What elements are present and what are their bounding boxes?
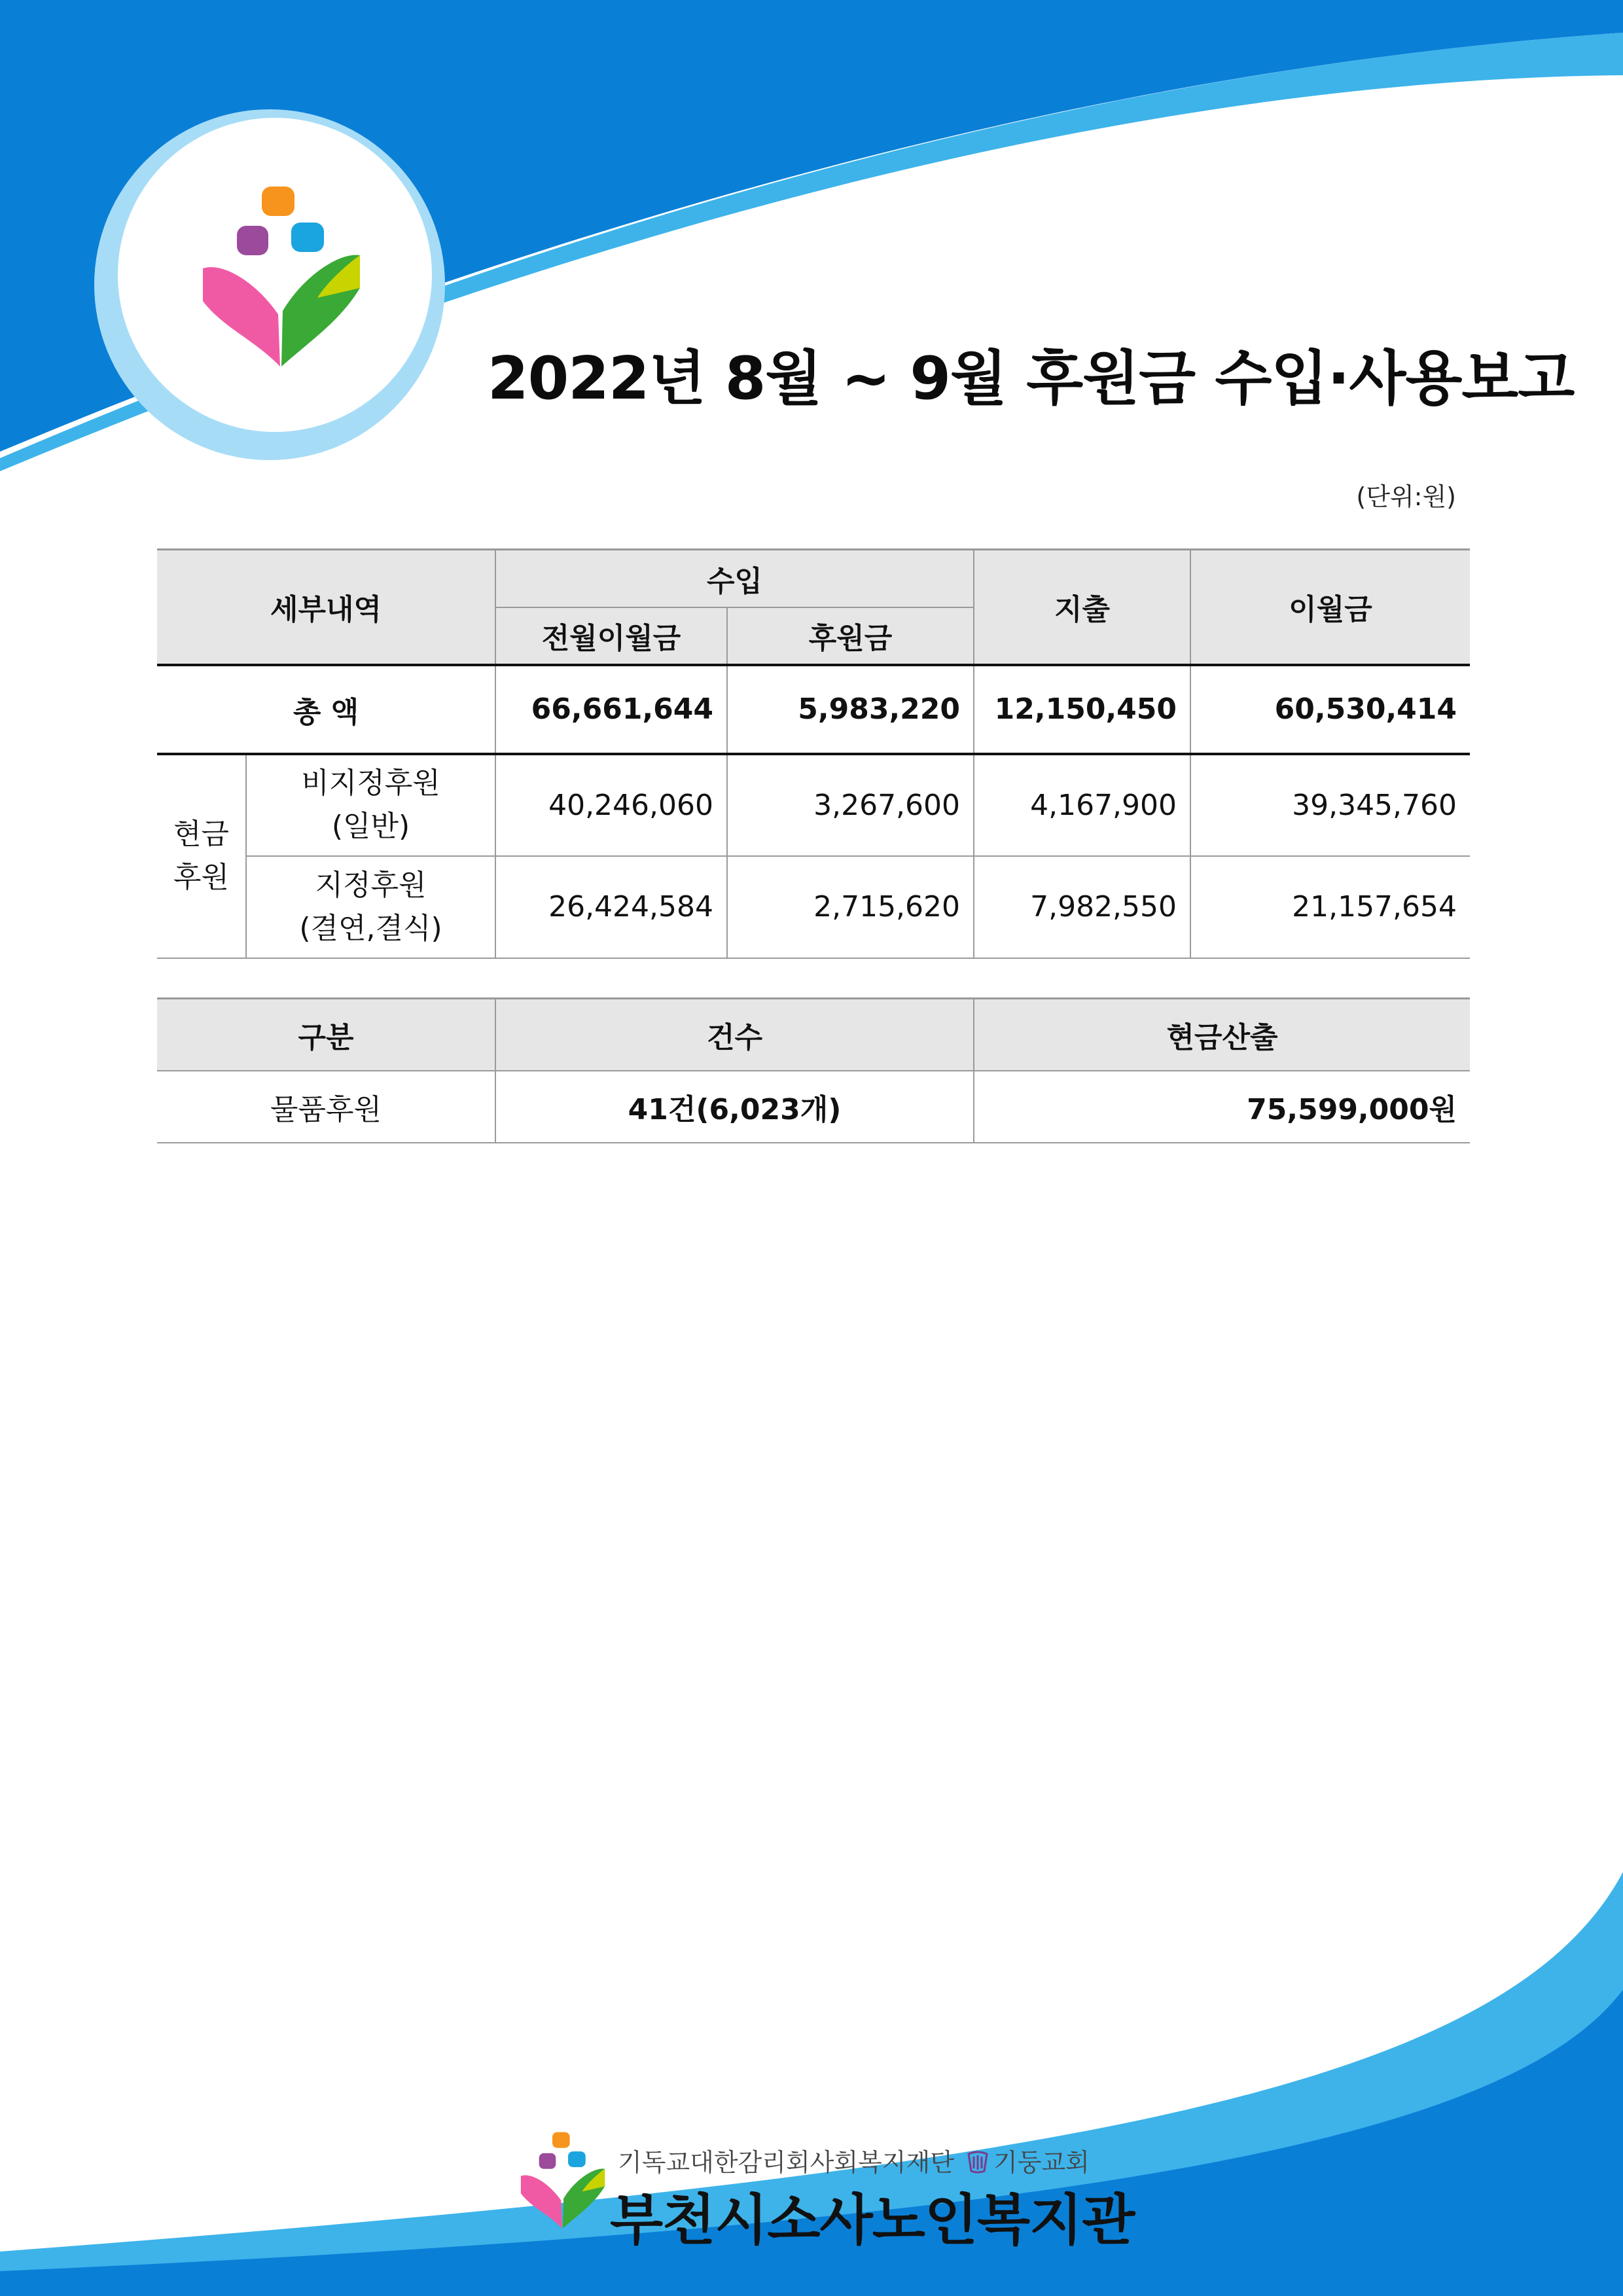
income-expense-table	[157, 548, 1470, 959]
cell-expense: 4,167,900	[974, 754, 1190, 856]
cell-donation: 2,715,620	[727, 856, 974, 958]
header-category: 구분	[157, 999, 495, 1071]
table-row	[157, 1071, 1470, 1143]
header-donation: 후원금	[727, 607, 974, 665]
header-balance: 이월금	[1190, 550, 1470, 665]
row-label-designated: 지정후원 (결연,결식)	[246, 856, 495, 958]
footer-organization-name: 부천시소사노인복지관	[610, 2188, 1135, 2252]
unit-label: (단위:원)	[1356, 482, 1456, 511]
table-row	[157, 754, 1470, 856]
organization-logo-icon	[196, 183, 366, 373]
row-label-general: 비지정후원 (일반)	[246, 754, 495, 856]
total-donation: 5,983,220	[727, 665, 974, 754]
header-cash-value: 현금산출	[974, 999, 1470, 1071]
cell-prev-balance: 26,424,584	[495, 856, 727, 958]
header-detail: 세부내역	[157, 550, 495, 665]
total-expense: 12,150,450	[974, 665, 1190, 754]
goods-donation-table	[157, 997, 1470, 1143]
cell-category: 물품후원	[157, 1071, 495, 1143]
page-title: 2022년 8월 ~ 9월 후원금 수입·사용보고	[488, 344, 1575, 413]
cell-prev-balance: 40,246,060	[495, 754, 727, 856]
cell-balance: 39,345,760	[1190, 754, 1470, 856]
footer-foundation: 기독교대한감리회사회복지재단 기둥교회	[618, 2148, 1090, 2177]
table-row-total	[157, 665, 1470, 754]
total-balance: 60,530,414	[1190, 665, 1470, 754]
cell-expense: 7,982,550	[974, 856, 1190, 958]
cell-cash-value: 75,599,000원	[974, 1071, 1470, 1143]
cell-donation: 3,267,600	[727, 754, 974, 856]
header-income: 수입	[495, 550, 974, 607]
organization-logo-icon	[517, 2130, 609, 2232]
header-prev-balance: 전월이월금	[495, 607, 727, 665]
group-label-cash: 현금 후원	[157, 754, 246, 958]
header-count: 건수	[495, 999, 974, 1071]
total-label: 총 액	[157, 665, 495, 754]
table-row	[157, 856, 1470, 958]
header-expense: 지출	[974, 550, 1190, 665]
church-icon	[965, 2149, 991, 2175]
total-prev-balance: 66,661,644	[495, 665, 727, 754]
cell-count: 41건(6,023개)	[495, 1071, 974, 1143]
cell-balance: 21,157,654	[1190, 856, 1470, 958]
